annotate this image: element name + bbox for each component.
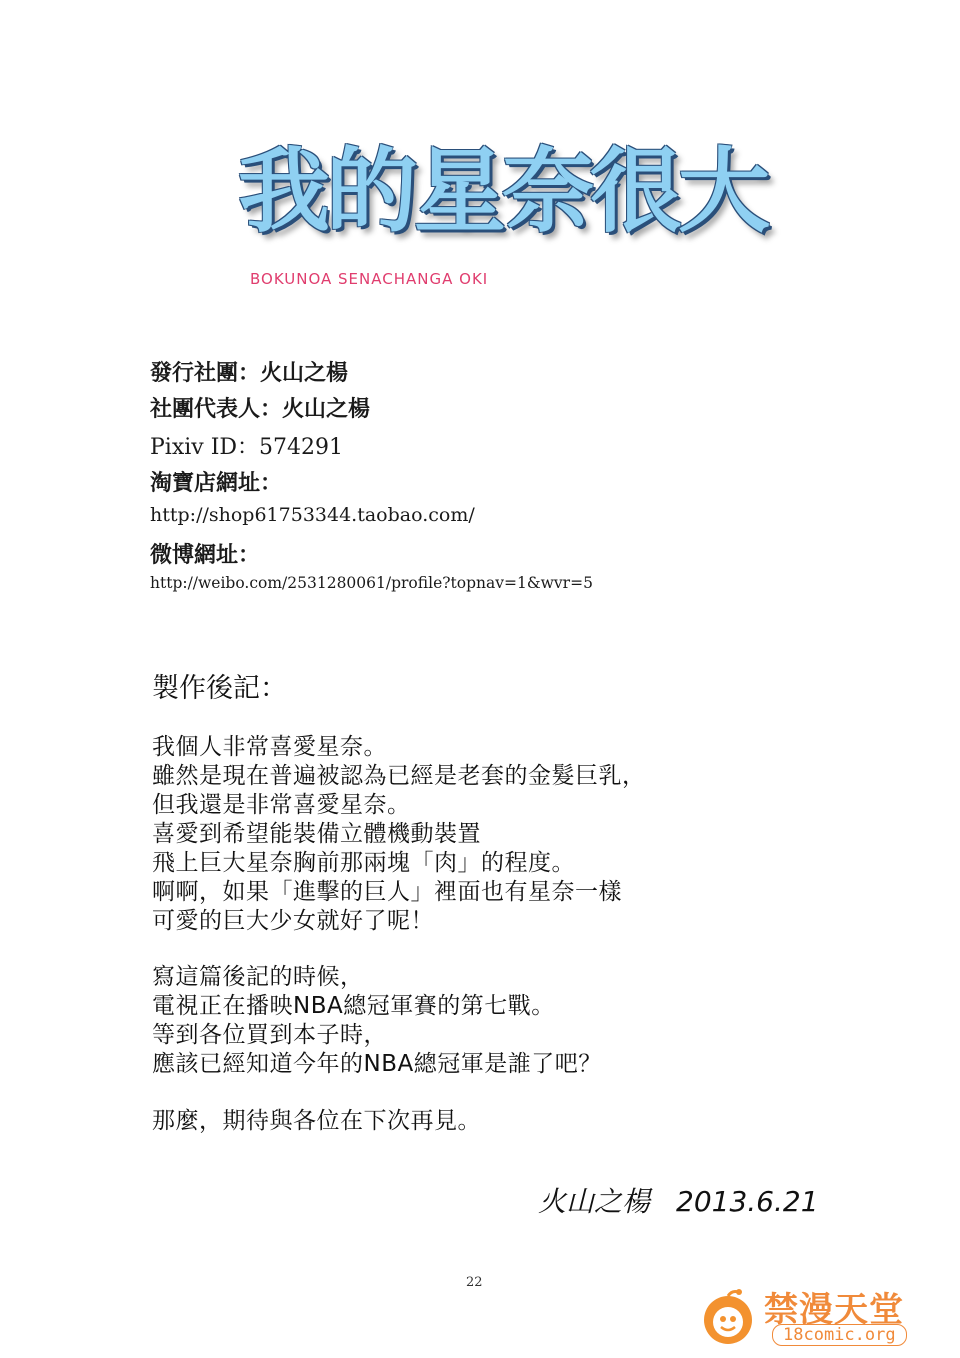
afterword-line: 等到各位買到本子時， (152, 1022, 387, 1048)
afterword-line: 寫這篇後記的時候， (152, 964, 364, 990)
afterword-line: 電視正在播映NBA總冠軍賽的第七戰。 (152, 993, 555, 1019)
afterword-line: 但我還是非常喜愛星奈。 (152, 792, 411, 818)
afterword-line: 應該已經知道今年的NBA總冠軍是誰了吧？ (152, 1051, 602, 1077)
pixiv-id-line: Pixiv ID：574291 (150, 435, 344, 460)
signature-date: 2013.6.21 (676, 1185, 819, 1218)
representative-line: 社團代表人：火山之楊 (150, 396, 371, 422)
afterword-line: 飛上巨大星奈胸前那兩塊「肉」的程度。 (152, 850, 575, 876)
afterword-line: 可愛的巨大少女就好了呢！ (152, 908, 434, 934)
site-watermark (698, 1284, 928, 1350)
taobao-url: http://shop61753344.taobao.com/ (150, 504, 475, 526)
afterword-line: 啊啊，如果「進擊的巨人」裡面也有星奈一樣 (152, 879, 622, 905)
watermark-url: 18comic.org (772, 1324, 907, 1346)
page-number: 22 (466, 1275, 483, 1290)
cartoon-face-logo-icon (698, 1288, 758, 1348)
signature (538, 1180, 819, 1220)
afterword-heading: 製作後記： (152, 673, 287, 704)
book-subtitle: BOKUNOA SENACHANGA OKI (250, 270, 489, 288)
book-title: 我的星奈很大 (238, 138, 767, 245)
signature-name: 火山之楊 (538, 1185, 651, 1218)
afterword-closing: 那麼，期待與各位在下次再見。 (152, 1108, 481, 1134)
afterword-line: 喜愛到希望能裝備立體機動裝置 (152, 821, 481, 847)
taobao-label: 淘寶店網址： (150, 470, 283, 496)
weibo-label: 微博網址： (150, 542, 261, 568)
weibo-url: http://weibo.com/2531280061/profile?topnav=1&wvr=5 (150, 574, 593, 592)
watermark-site-name: 禁漫天堂 (764, 1290, 904, 1330)
afterword-line: 雖然是現在普遍被認為已經是老套的金髮巨乳， (152, 763, 646, 789)
afterword-line: 我個人非常喜愛星奈。 (152, 734, 387, 760)
circle-name-line: 發行社團：火山之楊 (150, 360, 349, 386)
